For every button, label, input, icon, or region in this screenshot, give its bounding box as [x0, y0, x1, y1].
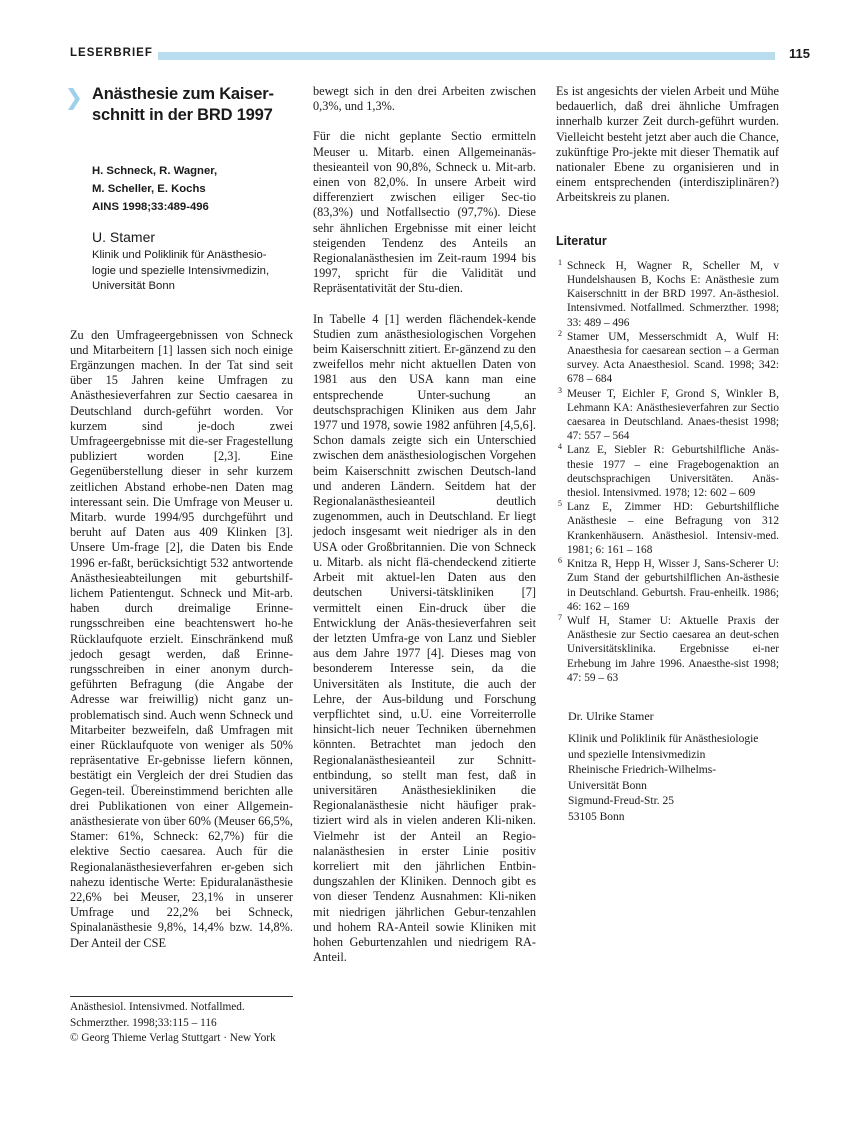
- column-3: [556, 84, 779, 825]
- literature-heading: Literatur: [556, 233, 607, 248]
- contact-line: Sigmund-Freud-Str. 25: [568, 795, 675, 808]
- footer-line1: Anästhesiol. Intensivmed. Notfallmed.: [70, 1001, 245, 1013]
- ref-authors-line1: H. Schneck, R. Wagner,: [92, 165, 218, 177]
- reference-item: 7 Wulf H, Stamer U: Aktuelle Praxis der Anästhesie zur Sectio caesarea an deut-schen Universitätsklinika. Ergebnisse ei-ner Erhebung im Jahre 1996. Anaesthe-sist 1998; 47: 59 – 63: [558, 612, 779, 684]
- reference-item: 5 Lanz E, Zimmer HD: Geburtshilfliche Anästhesie – eine Befragung von 312 Krankenhäusern. Anästhesiol. Intensiv-med. 1981; 6: 161 – 168: [558, 499, 779, 556]
- contact-line: Rheinische Friedrich-Wilhelms-: [568, 764, 717, 777]
- footer-line2: Schmerzther. 1998;33:115 – 116: [70, 1016, 217, 1029]
- footer-line3: © Georg Thieme Verlag Stuttgart · New York: [70, 1032, 276, 1044]
- contact-name: Dr. Ulrike Stamer: [568, 708, 654, 723]
- letter-author: U. Stamer: [92, 229, 156, 245]
- chevron-marker-icon: [67, 88, 81, 110]
- running-header: [70, 47, 810, 65]
- article-title: Anästhesie zum Kaiser- schnitt in der BRD 1997: [92, 85, 274, 124]
- reference-item: 6 Knitza R, Hepp H, Wisser J, Sans-Scherer U: Zum Stand der geburtshilflichen An-ästhesie in Deutschland. Geburtsh. Frau-enheilk. 1986; 46: 162 – 169: [558, 556, 779, 613]
- contact-line: und spezielle Intensivmedizin: [568, 748, 706, 761]
- reference-item: 2 Stamer UM, Messerschmidt A, Wulf H: Anaesthesia for caesarean section – a German survey. Acta Anaesthesiol. Scand. 1998; 342: 678 – 684: [558, 328, 779, 386]
- correspondence-address: [568, 709, 779, 826]
- body-paragraph-1: Zu den Umfrageergebnissen von Schneck und Mitarbeitern [1] lassen sich noch einige Ergänzungen machen. In der Tat sind seit über 15 Jahren keine Umfragen zu Anästhesieverfahren zur Sectio caesarea in Deutschland durch-geführt worden. Vor kurzem sind je-doch zwei Umfrageergebnisse mit die-ser Fragestellung publiziert worden [2,3]. Eine Gegenüberstellung dieser in sehr kurzem zeitlichen Abstand erhobe-nen Daten mag interessant sein. Die Umfrage von Meuser u. Mitarb. wurde 1994/95 durchgeführt und beruht auf Daten aus 409 Klinken [3]. Unsere Um-frage [2], die Daten bis Ende 1996 er-faßt, berücksichtigt 532 antwortende Anästhesieabteilungen mit geburtshilf-lichem Patientengut. Schneck und Mit-arb. haben durch dreimalige Erinne-rungsschreiben eine beachtenswert ho-he Rücklaufquote erzielt. Einschränkend muß jedoch gesagt werden, daß Erinne-rungsschreiben in einer anonym durch-geführten Befragung (die Angabe der Adresse war freiwillig) nicht ganz un-problematisch sind. Auch wenn Schneck und Mitarbeiter bezweifeln, daß Umfragen mit einer Rücklaufquote von weniger als 50% repräsentative Er-gebnisse liefern können, bestätigt ein Vergleich der drei Studien das Gegen-teil. Übereinstimmend berichten alle drei Publikationen von einer Allgemein-anästhesierate von über 60% (Meuser 66,5%, Stamer: 61%, Schneck: 62,7%) für die elektive Sectio caesarea. Auch für die Regionalanästhesieverfahren er-geben sich nahezu identische Werte: Epiduralanästhesie 22,6% bei Meuser, 23,1% in unserer Umfrage und 22,2% bei Schneck, Spinalanästhesie 9,8%, 14,4% bzw. 14,8%. Der Anteil der CSE: [70, 327, 293, 950]
- body-paragraph-3: Für die nicht geplante Sectio ermitteln Meuser u. Mitarb. einen Allgemeinanäs-thesieanteil von 90,8%, Schneck u. Mit-arb. einen von 82,0%. In unsere Arbeit wird differenziert zwischen eiliger Sec-tio (83,3%) und Notfallsectio (97,7%). Diese sehr ähnlichen Ergebnisse mit einer leicht steigenden Tendenz des Anteils an Regionalanästhesien im Zeit-raum 1994 bis 1997, spricht für die Validität und Repräsentativität der Stu-dien.: [313, 129, 536, 296]
- column-1: [70, 84, 293, 951]
- page-number: 115: [789, 46, 810, 61]
- body-paragraph-4: In Tabelle 4 [1] werden flächendek-kende Studien zum anästhesiologischen Vorgehen beim Kaiserschnitt zitiert. Er-gänzend zu den zweifellos mehr nicht aktuellen Daten von 1981 aus den USA kann man eine entsprechende Unter-suchung an deutschsprachigen Kliniken aus dem Jahr 1977 und 1978, sowie 1982 anführen [4,5,6]. Schon damals zeigte sich ein Unterschied zwischen dem anästhesiologischen Vorgehen beim Kaiserschnitt zwischen Deutsch-land und anderen Ländern. Seitdem hat der Regionalanästhesieanteil deutlich zugenommen, auch in Deutschland. Er liegt jedoch insgesamt weit niedriger als in den USA oder Großbritannien. Die von Schneck u. Mitarb. als nicht flä-chendeckend zitierte Arbeit mit aktuel-len Daten aus den deutschen Universi-tätskliniken [7] vermittelt einen Ein-druck über die Entwicklung der Anäs-thesieverfahren seit der letzten Umfra-ge von Lanz und Siebler aus dem Jahre 1977 [4]. Dieses mag von besonderem Interesse sein, da die Universitäten als Institute, die auch der Lehre, der Aus-bildung und Forschung verpflichtet sind, u.U. eine Vorreiterrolle hinsicht-lich neuer Techniken übernehmen könnten. Betrachtet man jedoch den Regionalanästhesieanteil zur Schnitt-entbindung, so stellt man fest, daß in universitären Anästhesiekliniken die Regionalanästhesie nicht häufiger prak-tiziert wird als in vielen anderen Kli-niken. Vielmehr ist der Anteil an Regio-nalanästhesien in erster Linie positiv korreliert mit den jährlichen Entbin-dungszahlen der Kliniken. Dennoch gibt es von dieser Tendenz Ausnahmen: Kli-niken mit niedrigen jährlichen Gebur-tenzahlen und hohem RA-Anteil sowie Kliniken mit hohen Geburtenzahlen und niedrigem RA-Anteil.: [313, 311, 536, 965]
- referenced-article: [92, 162, 293, 216]
- author-institution: Klinik und Poliklinik für Anästhesio-logie und spezielle Intensivmedizin, Universität Bonn: [92, 249, 270, 292]
- contact-line: Universität Bonn: [568, 779, 647, 792]
- reference-item: 1 Schneck H, Wagner R, Scheller M, v Hundelshausen B, Kochs E: Anästhesie zum Kaiserschnitt in der BRD 1997. An-ästhesiol. Intensivmed. Notfallmed. Schmerzther. 1998; 33: 489 – 496: [558, 257, 779, 329]
- body-paragraph-2: bewegt sich in den drei Arbeiten zwischen 0,3%, und 1,3%.: [313, 84, 536, 114]
- reference-item: 3 Meuser T, Eichler F, Grond S, Winkler B, Lehmann KA: Anästhesieverfahren zur Sectio caesarea in Deutschland. Anaes-thesist 1998; 47: 557 – 564: [558, 385, 779, 443]
- ref-authors-line2: M. Scheller, E. Kochs: [92, 183, 206, 195]
- journal-footer: [70, 996, 293, 1047]
- reference-item: 4 Lanz E, Siebler R: Geburtshilfliche Anäs-thesie 1977 – eine Fragebogenaktion an deutschsprachigen Universitäten. Anäs-thesiol. Intensivmed. 1978; 12: 602 – 609: [558, 442, 779, 500]
- contact-line: Klinik und Poliklinik für Anästhesiologie: [568, 733, 759, 746]
- reference-list: [556, 259, 779, 685]
- column-2: [313, 84, 536, 965]
- section-label: LESERBRIEF: [70, 47, 153, 59]
- body-paragraph-5: Es ist angesichts der vielen Arbeit und Mühe bedauerlich, daß drei ähnliche Umfragen innerhalb kurzer Zeit durch-geführt wurden. Vielleicht besteht jetzt aber auch die Chance, zukünftige Pro-jekte mit dieser Thematik auf nationaler Ebene zu organisieren und in einem entsprechenden (interdisziplinären?) Arbeitskreis zu planen.: [556, 84, 779, 205]
- header-rule: [158, 52, 775, 60]
- article-title-block: [70, 84, 293, 126]
- ref-citation: AINS 1998;33:489-496: [92, 201, 209, 213]
- contact-line: 53105 Bonn: [568, 810, 625, 823]
